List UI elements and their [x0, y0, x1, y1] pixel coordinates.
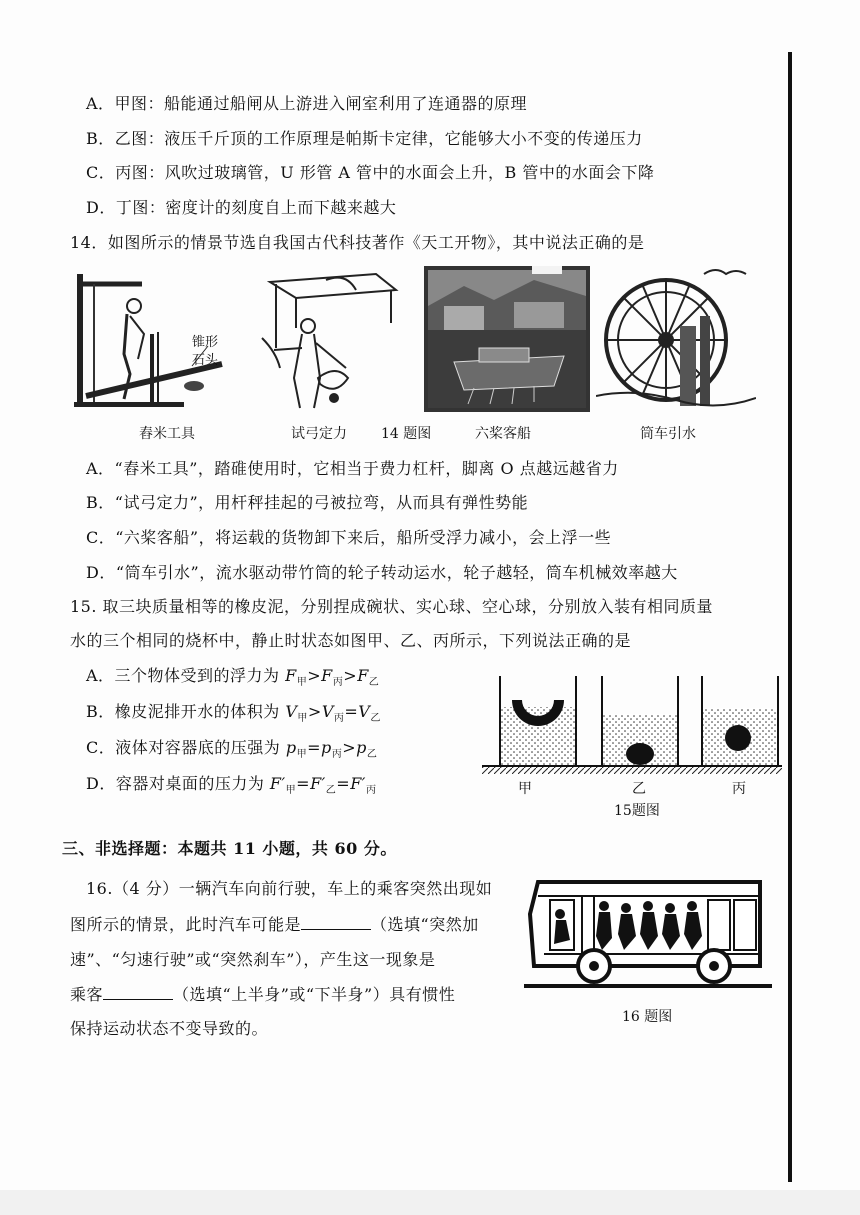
- right-margin-rule: [788, 52, 792, 1182]
- q14-option-a: A．“舂米工具”，踏碓使用时，它相当于费力杠杆，脚离 O 点越远越省力: [86, 459, 619, 478]
- stone-label-line1: 锥形: [192, 335, 219, 350]
- q14-stem: 14．如图所示的情景节选自我国古代科技著作《天工开物》，其中说法正确的是: [70, 233, 645, 252]
- q13-option-a: A．甲图：船能通过船闸从上游进入闸室利用了连通器的原理: [86, 94, 528, 113]
- q16-line4: 乘客 （选填“上半身”或“下半身”）具有惯性: [70, 985, 456, 1004]
- q14-option-b: B．“试弓定力”，用杆秤挂起的弓被拉弯，从而具有弹性势能: [86, 493, 529, 512]
- beakers-figure: [482, 672, 782, 778]
- caption-rice-pounding: 舂米工具: [139, 426, 195, 442]
- caption-fig-16: 16 题图: [622, 1009, 673, 1025]
- caption-fig-15: 15题图: [614, 803, 660, 819]
- bus-figure: [524, 874, 772, 992]
- q16-line1: 16.（4 分）一辆汽车向前行驶，车上的乘客突然出现如: [86, 879, 493, 898]
- q16-answer-blank-2: [103, 985, 173, 1000]
- caption-six-oar-boat: 六桨客船: [475, 426, 531, 442]
- q15-option-b: B．橡皮泥排开水的体积为 $V_甲>V_丙=V_乙$: [86, 702, 381, 725]
- bow-testing-figure: [256, 268, 406, 416]
- water-wheel-figure: [596, 266, 756, 414]
- q13-option-b: B．乙图：液压千斤顶的工作原理是帕斯卡定律，它能够大小不变的传递压力: [86, 129, 643, 148]
- beaker-label-yi: 乙: [632, 781, 646, 797]
- q15-stem-line1: 15. 取三块质量相等的橡皮泥，分别捏成碗状、实心球、空心球，分别放入装有相同质量: [70, 597, 714, 616]
- q15-option-c: C．液体对容器底的压强为 $p_甲=p_丙>p_乙$: [86, 738, 378, 761]
- q16-line5: 保持运动状态不变导致的。: [70, 1019, 269, 1038]
- page-bottom-edge: [0, 1190, 860, 1215]
- caption-fig-14: 14 题图: [381, 426, 432, 442]
- q15-option-a: A．三个物体受到的浮力为 $F_甲>F_丙>F_乙$: [86, 666, 380, 689]
- q16-line3: 速”、“匀速行驶”或“突然刹车”），产生这一现象是: [70, 950, 436, 969]
- q14-option-c: C．“六桨客船”，将运载的货物卸下来后，船所受浮力减小，会上浮一些: [86, 528, 612, 547]
- q16-answer-blank-1: [301, 915, 371, 930]
- q15-stem-line2: 水的三个相同的烧杯中，静止时状态如图甲、乙、丙所示，下列说法正确的是: [70, 631, 632, 650]
- caption-bow-testing: 试弓定力: [291, 426, 347, 442]
- q14-option-d: D．“筒车引水”，流水驱动带竹筒的轮子转动运水，轮子越轻，筒车机械效率越大: [86, 563, 678, 582]
- q15-option-d: D．容器对桌面的压力为 $F'_甲=F'_乙=F'_丙$: [86, 774, 377, 797]
- six-oar-boat-figure: [424, 266, 590, 412]
- q13-option-d: D．丁图：密度计的刻度自上而下越来越大: [86, 198, 397, 217]
- beaker-label-jia: 甲: [518, 781, 532, 797]
- stone-label-line2: 石头: [192, 353, 219, 368]
- caption-water-wheel: 筒车引水: [640, 426, 696, 442]
- beaker-label-bing: 丙: [732, 781, 746, 797]
- q13-option-c: C．丙图：风吹过玻璃管，U 形管 A 管中的水面会上升，B 管中的水面会下降: [86, 163, 655, 182]
- q16-line2: 图所示的情景，此时汽车可能是 （选填“突然加: [70, 915, 479, 934]
- section-three-heading: 三、非选择题：本题共 11 小题，共 60 分。: [62, 839, 397, 858]
- rice-pounding-figure: [72, 264, 252, 414]
